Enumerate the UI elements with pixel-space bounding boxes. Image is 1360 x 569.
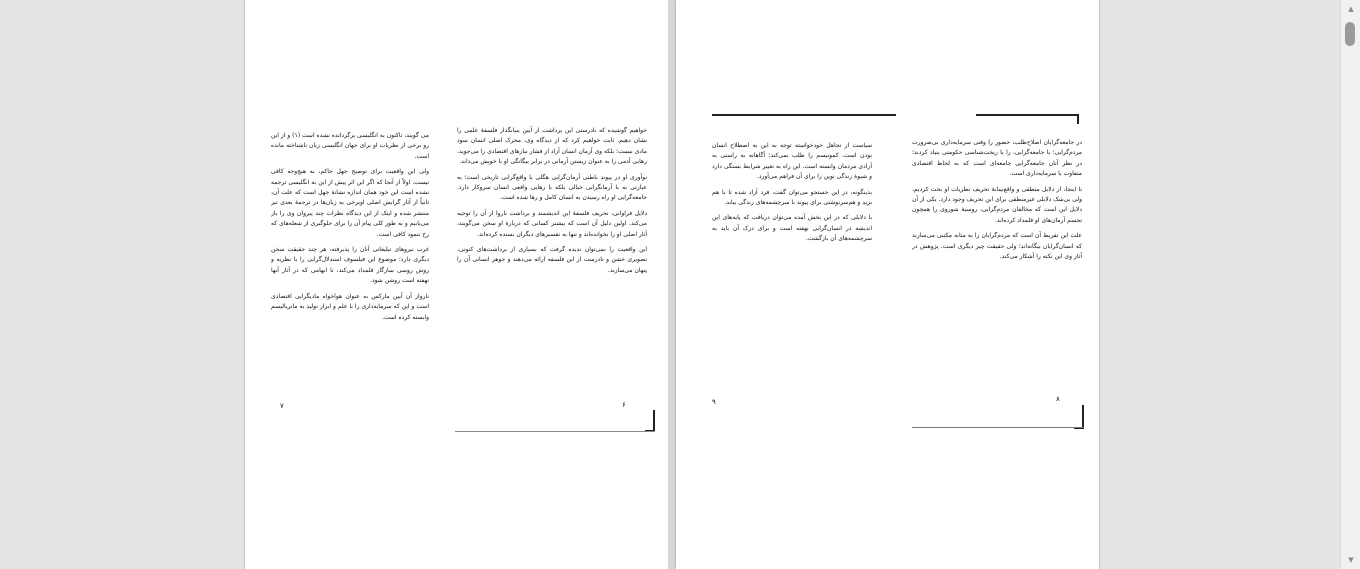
paragraph: نارواز آن آیین مارکس به عنوان هواخواه مادیگرایی اقتصادی است و این که سرمایه‌داری را با علم و ابزار تولید به ماتریالیسم وابسته کرده است. [271,292,429,321]
paragraph: بدینگونه، در این جستجو می‌توان گفت، فرد آزاد شده تا با هم بزید و هم‌سرنوشتی برای پیوند با سرچشمه‌های زندگی بیابد. [712,188,872,207]
page-number: ۹ [712,398,716,406]
paragraph: خواهیم گوشیده که نادرستی این برداشت از آیین بنیانگذار فلسفهٔ علمی را نشان دهیم. ثابت خواهیم کرد که از دیدگاه وی، محرک اصلی انسان سود مادی نیست؛ بلکه وی آرمان انسان آزاد از فشار نیازهای اقتصادی را می‌جوید. رهایی آدمی را به عنوان زیستن آرمانی در برابر بیگانگی او با خویش می‌داند. [457,127,647,166]
scan-edge-line [712,114,896,116]
paragraph: دلایل فراوانی، تحریف فلسفهٔ این اندیشمند و برداشت ناروا از آن را توجیه می‌کند. اولین دلیل آن است که بیشتر کسانی که دربارهٔ او سخن می‌گویند، آثار اصلی او را نخوانده‌اند و تنها به تفسیرهای دیگران بسنده کرده‌اند. [457,209,647,238]
paragraph: با دلایلی که در این بخش آمده می‌توان دریافت که پایه‌های این اندیشه در انسان‌گرایی نهفته است و برای درک آن باید به سرچشمه‌های آن بازگشت. [712,214,872,243]
document-page-left [245,0,668,569]
document-page-right [676,0,1099,569]
paragraph: تا اینجا، از دلایل منطقی و واقع‌بینانهٔ تحریف نظریات او بحث کردیم، ولی بی‌شک دلایلی غیرمنطقی برای این تحریف وجود دارد. یکی از آن دلایل این است که مخالفان مردم‌گرایی، روسیهٔ شوروی را همچون تجسم آرمان‌های او قلمداد کرده‌اند. [912,185,1082,224]
page-number: ۶ [622,401,626,409]
scan-edge-line [976,114,1076,116]
scan-edge-line [455,431,655,432]
paragraph: می گویند، تاکنون به انگلیسی برگردانده نشده است (۱) و از این رو برخی از نظریات او برای جهان انگلیسی زبان ناشناخته مانده است. [271,132,429,160]
text-column [712,141,872,271]
page-number: ۷ [280,402,284,410]
scroll-up-arrow-icon[interactable]: ▲ [1348,5,1354,13]
paragraph: علت این تفریط آن است که مردم‌گرایان را به مثابه مکتبی می‌سازند که انسان‌گرایان بیگانه‌اند؛ ولی حقیقت چیز دیگری است. پژوهش در آثار وی این نکته را آشکار می‌کند. [912,232,1082,261]
paragraph: در جامعه‌گرایان اصلاح‌طلب، حضور را وقتی سرمایه‌داری بی‌ضرورت مردم‌گرایی؛ با جامعه‌گرایی، را با ریخت‌شناسی حکومتی بنیاد کردند؛ در نظر آنان جامعه‌گرایی جامعه‌ای است که به لحاظ اقتصادی متفاوت با سرمایه‌داری است. [912,139,1082,178]
paragraph: ولی این واقعیت برای توضیح جهل حاکم، به هیچ‌وجه کافی نیست. اولاً از آنجا که اگر این اثر پیش از این به انگلیسی ترجمه نشده است این خود همان اندازه نشانهٔ جهل است که علت آن، ثانیاً از آثار گرایش اصلی اوبرخی به زبان‌ها در ترجمهٔ بعدی نیز منتشر شده و اینک از این دیدگاه نظرات چند پیروان وی را باز می‌یابیم و به طور کلی پیام آن را برای جلوگیری از شعله‌های که رخ بنمود کافی است. [271,168,429,238]
paragraph: سیاست از تجاهل خودخواسته توجه به این به اصطلاح انسان بودن است. کمونیسم را طلب نمی‌کند؛ آگاهانه به راستی به آزادی مردمان وابسته است. این راه به تغییر شرایط بستگی دارد و شیوهٔ زندگی نوین را برای آن فراهم می‌آورد. [712,142,872,181]
scrollbar-thumb[interactable] [1345,22,1355,46]
paragraph: غرب نیروهای تبلیغاتی آنان را پذیرفته، هر چند حقیقت سخن دیگری دارد؛ موضوع این فیلسوف استدلال‌گرایی را با نظریه و روش روسی سازگار قلمداد می‌کند، تا ابهامی که در آثار آنها نهفته است روشن شود. [271,246,429,285]
scan-corner-mark [1069,114,1079,124]
scan-corner-mark [1074,405,1084,429]
scan-edge-line [912,427,1084,428]
text-column [271,131,429,413]
text-column [912,138,1082,396]
page-number: ۸ [1056,395,1060,403]
page-gutter [668,0,676,569]
vertical-scrollbar[interactable] [1340,0,1360,569]
text-column [457,126,647,404]
scan-corner-mark [645,410,655,432]
paragraph: نوآوری او در پیوند باطنی آرمان‌گرایی هگلی با واقع‌گرایی تاریخی است؛ به عبارتی نه با آرمانگرایی خیالی بلکه با رهایی واقعی انسان سروکار دارد. جامعه‌گرایی او راه رسیدن به انسان کامل و رها شده است. [457,173,647,202]
scroll-down-arrow-icon[interactable]: ▼ [1348,556,1354,564]
paragraph: این واقعیت را نمی‌توان ندیده گرفت که بسیاری از برداشت‌های کنونی، تصویری خشن و نادرست از این فلسفه ارائه می‌دهند و جوهر انسانی آن را پنهان می‌سازند. [457,246,647,274]
